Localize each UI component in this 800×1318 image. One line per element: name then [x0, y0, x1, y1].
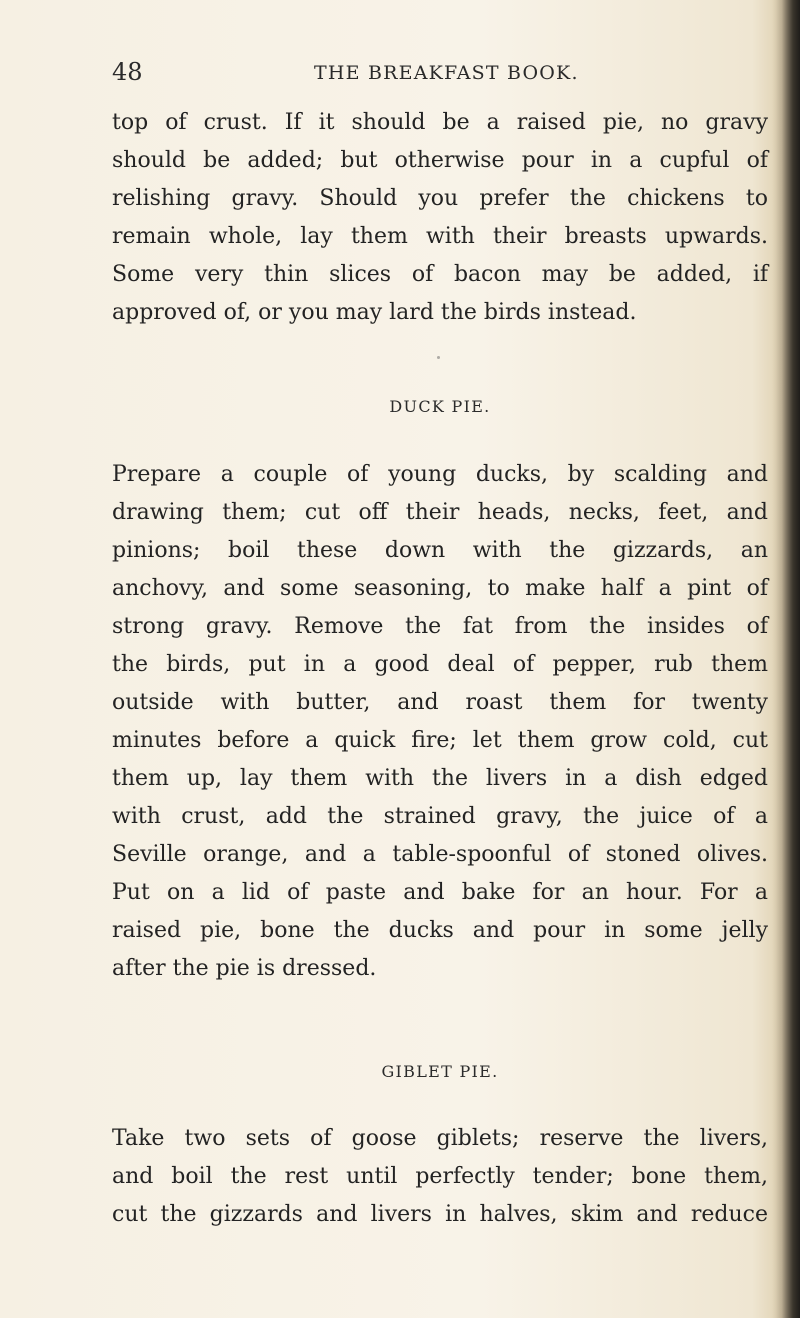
page-edge-shadow [772, 0, 800, 1318]
text-line: Put on a lid of paste and bake for an hour. For a [112, 880, 768, 905]
text-line: pinions; boil these down with the gizzards, an [112, 538, 768, 563]
text-line: outside with butter, and roast them for twenty [112, 690, 768, 715]
text-line: anchovy, and some seasoning, to make half a pint of [112, 576, 768, 601]
text-line: relishing gravy. Should you prefer the chickens to [112, 186, 768, 211]
text-line: Prepare a couple of young ducks, by scalding and [112, 462, 768, 487]
page-number: 48 [112, 58, 143, 86]
text-line: minutes before a quick fire; let them grow cold, cut [112, 728, 768, 753]
section-heading-giblet-pie: GIBLET PIE. [381, 1062, 499, 1081]
text-line: cut the gizzards and livers in halves, skim and reduce [112, 1202, 768, 1227]
text-line: remain whole, lay them with their breasts upwards. [112, 224, 768, 249]
section-heading-duck-pie: DUCK PIE. [389, 397, 491, 416]
text-line: Seville orange, and a table-spoonful of stoned olives. [112, 842, 768, 867]
text-line: and boil the rest until perfectly tender; bone them, [112, 1164, 768, 1189]
text-line: top of crust. If it should be a raised pie, no gravy [112, 110, 768, 135]
text-line: raised pie, bone the ducks and pour in some jelly [112, 918, 768, 943]
text-line: after the pie is dressed. [112, 956, 377, 981]
text-line: with crust, add the strained gravy, the juice of a [112, 804, 768, 829]
ink-speck [437, 356, 440, 359]
text-line: drawing them; cut off their heads, necks, feet, and [112, 500, 768, 525]
running-title: THE BREAKFAST BOOK. [314, 62, 579, 84]
running-head [112, 58, 672, 94]
text-line: the birds, put in a good deal of pepper, rub them [112, 652, 768, 677]
text-line: approved of, or you may lard the birds instead. [112, 300, 637, 325]
text-line: should be added; but otherwise pour in a cupful of [112, 148, 768, 173]
text-line: strong gravy. Remove the fat from the insides of [112, 614, 768, 639]
text-line: them up, lay them with the livers in a dish edged [112, 766, 768, 791]
text-line: Some very thin slices of bacon may be added, if [112, 262, 768, 287]
text-line: Take two sets of goose giblets; reserve the livers, [112, 1126, 768, 1151]
